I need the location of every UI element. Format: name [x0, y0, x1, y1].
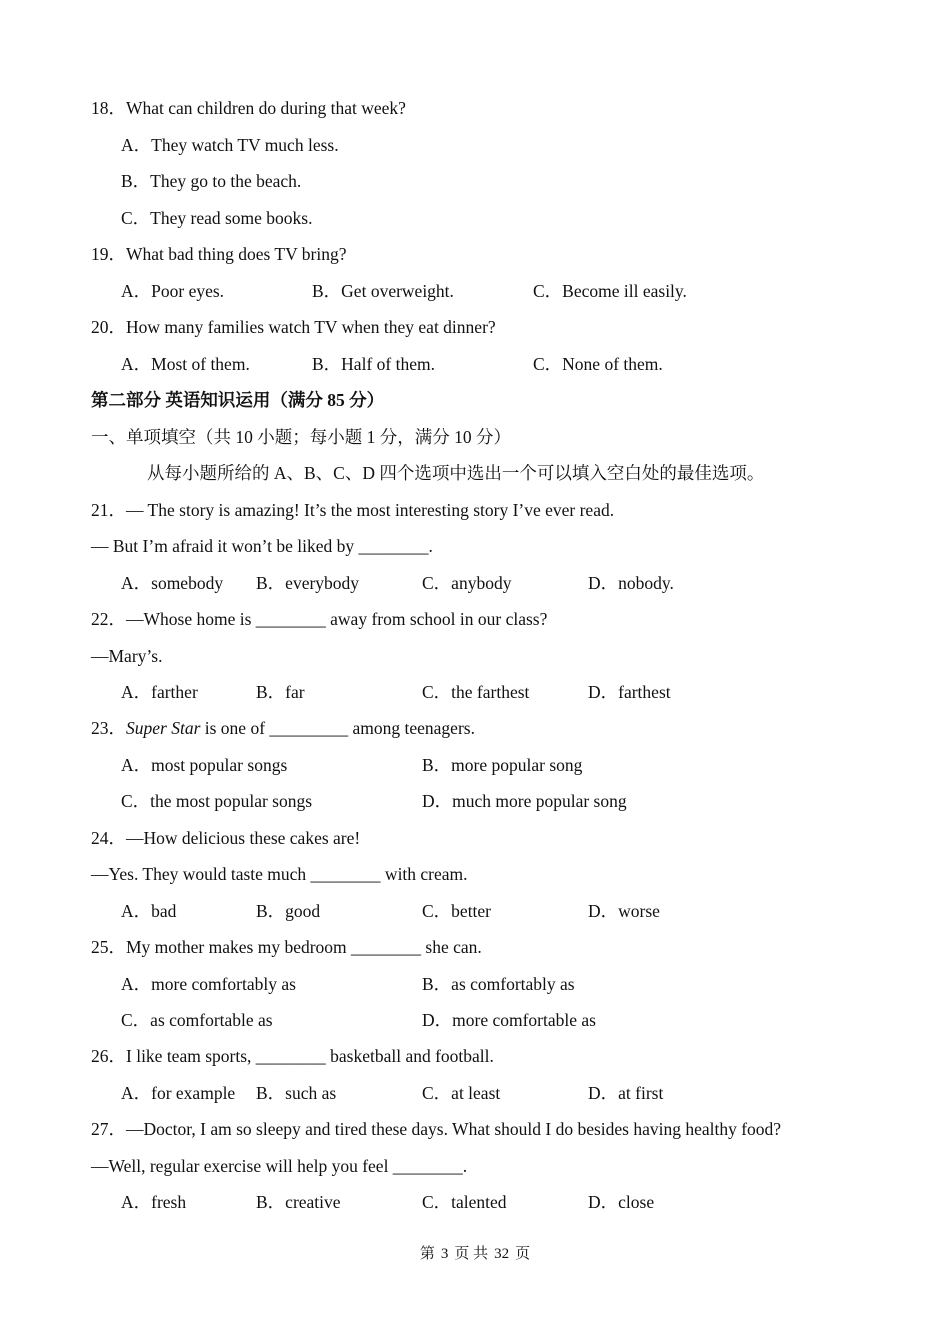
- q23-number: 23．: [91, 718, 126, 738]
- footer-prefix: 第: [419, 1246, 435, 1262]
- q19-option-a: A．Poor eyes.: [121, 281, 225, 301]
- q23-option-b: B．more popular song: [422, 755, 583, 775]
- q22-stem: 22．—Whose home is ________ away from school in our class?: [91, 609, 548, 629]
- q18-option-b: B．They go to the beach.: [121, 171, 302, 191]
- q25-option-b: B．as comfortably as: [422, 974, 575, 994]
- q26-option-d: D．at first: [588, 1083, 664, 1103]
- q18-stem: 18．What can children do during that week?: [91, 98, 406, 118]
- q19-stem: 19．What bad thing does TV bring?: [91, 244, 347, 264]
- q21-reply: — But I’m afraid it won’t be liked by ________.: [91, 536, 433, 556]
- q20-option-b: B．Half of them.: [312, 354, 435, 374]
- q22-option-c: C．the farthest: [422, 682, 530, 702]
- q27-option-a: A．fresh: [121, 1192, 187, 1212]
- q22-reply: —Mary’s.: [91, 646, 163, 666]
- q27-option-c: C．talented: [422, 1192, 507, 1212]
- q19-option-b: B．Get overweight.: [312, 281, 454, 301]
- q23-option-d: D．much more popular song: [422, 791, 627, 811]
- q22-option-a: A．farther: [121, 682, 198, 702]
- q27-option-d: D．close: [588, 1192, 655, 1212]
- footer-page-number: 3: [440, 1246, 449, 1262]
- q24-option-c: C．better: [422, 901, 492, 921]
- q23-option-a: A．most popular songs: [121, 755, 288, 775]
- q25-stem: 25．My mother makes my bedroom ________ she can.: [91, 937, 482, 957]
- footer-suffix: 页: [515, 1246, 531, 1262]
- q23-option-c: C．the most popular songs: [121, 791, 313, 811]
- q20-option-c: C．None of them.: [533, 354, 663, 374]
- q22-option-b: B．far: [256, 682, 305, 702]
- footer-mid: 页 共: [454, 1246, 489, 1262]
- part1-instruction: 从每小题所给的 A、B、C、D 四个选项中选出一个可以填入空白处的最佳选项。: [147, 463, 765, 483]
- q24-stem: 24．—How delicious these cakes are!: [91, 828, 361, 848]
- q27-option-b: B．creative: [256, 1192, 341, 1212]
- q26-option-c: C．at least: [422, 1083, 501, 1103]
- q26-option-b: B．such as: [256, 1083, 337, 1103]
- page-footer: [0, 1244, 950, 1264]
- q21-option-d: D．nobody.: [588, 573, 674, 593]
- q24-reply: —Yes. They would taste much ________ with cream.: [91, 864, 468, 884]
- q24-option-b: B．good: [256, 901, 321, 921]
- q21-stem: 21．— The story is amazing! It’s the most interesting story I’ve ever read.: [91, 500, 615, 520]
- q25-option-c: C．as comfortable as: [121, 1010, 273, 1030]
- q18-option-a: A．They watch TV much less.: [121, 135, 339, 155]
- section2-title: 第二部分 英语知识运用（满分 85 分）: [91, 390, 385, 410]
- q25-option-a: A．more comfortably as: [121, 974, 296, 994]
- q20-stem: 20．How many families watch TV when they eat dinner?: [91, 317, 496, 337]
- q23-title: Super Star: [126, 718, 201, 738]
- q22-option-d: D．farthest: [588, 682, 671, 702]
- q26-stem: 26．I like team sports, ________ basketball and football.: [91, 1046, 494, 1066]
- q27-stem: 27．—Doctor, I am so sleepy and tired these days. What should I do besides having healthy food?: [91, 1119, 782, 1139]
- q21-option-b: B．everybody: [256, 573, 360, 593]
- q24-option-a: A．bad: [121, 901, 177, 921]
- q23-rest: is one of _________ among teenagers.: [200, 718, 475, 738]
- q25-option-d: D．more comfortable as: [422, 1010, 596, 1030]
- q19-option-c: C．Become ill easily.: [533, 281, 687, 301]
- q21-option-a: A．somebody: [121, 573, 224, 593]
- q20-option-a: A．Most of them.: [121, 354, 250, 374]
- q26-option-a: A．for example: [121, 1083, 236, 1103]
- q21-option-c: C．anybody: [422, 573, 512, 593]
- q23-stem: [91, 717, 475, 739]
- q24-option-d: D．worse: [588, 901, 660, 921]
- part1-title: 一、单项填空（共 10 小题；每小题 1 分，满分 10 分）: [91, 427, 511, 447]
- footer-total-pages: 32: [494, 1246, 510, 1262]
- q18-option-c: C．They read some books.: [121, 208, 313, 228]
- q27-reply: —Well, regular exercise will help you feel ________.: [91, 1156, 468, 1176]
